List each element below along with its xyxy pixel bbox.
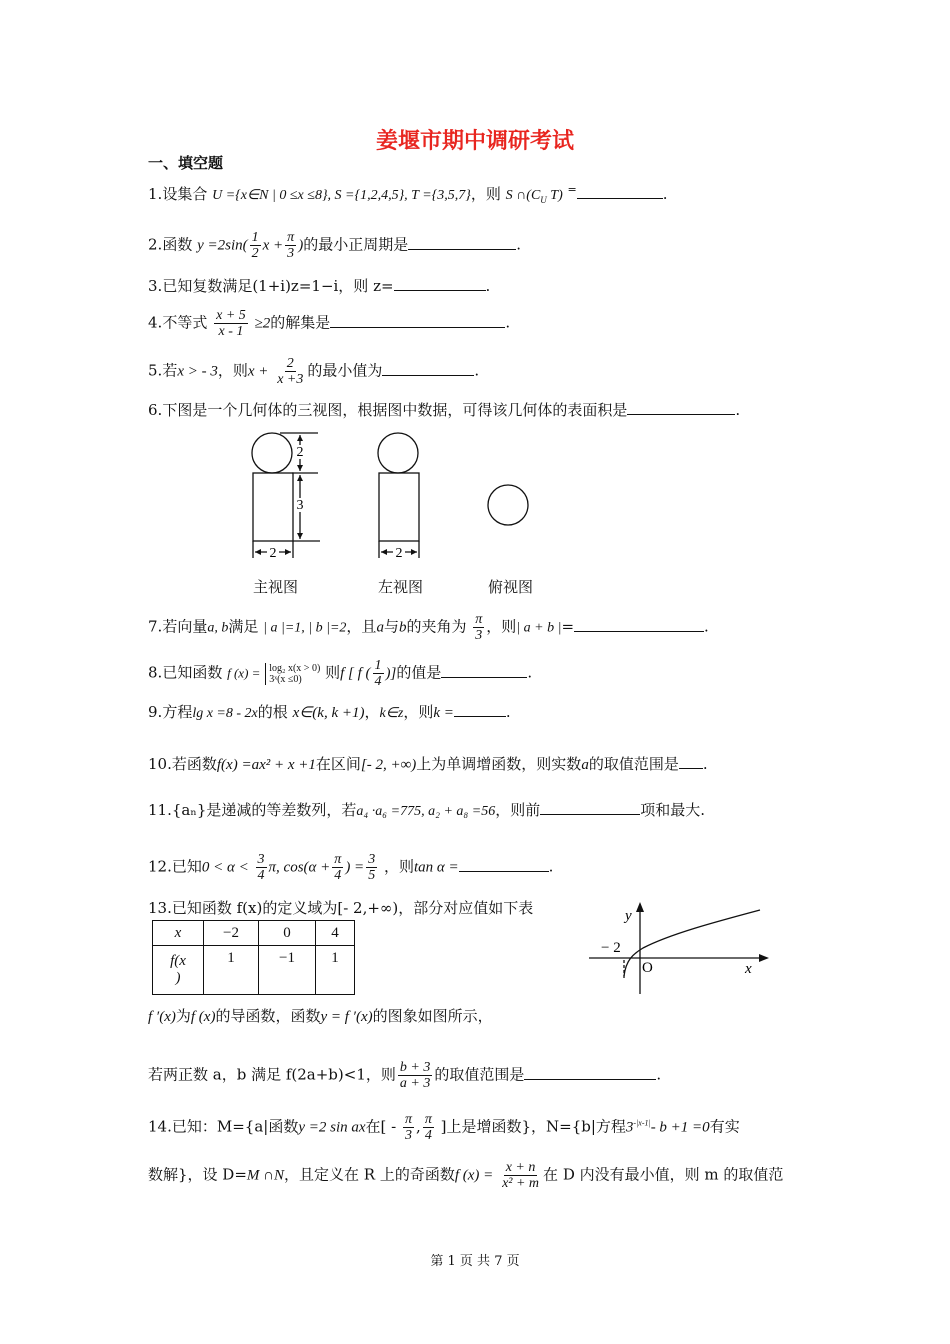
side-view-cylinder xyxy=(379,473,419,541)
table-cell: f(x ) xyxy=(153,946,204,995)
answer-blank[interactable] xyxy=(627,400,735,415)
question-4: 4.不等式 $\frac{x + 5}{x - 1}$ ≥2的解集是 . xyxy=(148,308,511,339)
question-3: 3.已知复数满足(1+i)z=1−i，则 z= . xyxy=(148,277,491,295)
origin-label: O xyxy=(642,960,653,976)
table-cell: 1 xyxy=(316,946,355,995)
dim-label: 3 xyxy=(296,498,304,513)
question-13-line2: f ′(x)为f (x)的导函数，函数y = f ′(x)的图象如图所示， xyxy=(148,1007,493,1025)
question-14-line2: 数解}，设 D=M ∩N，且定义在 R 上的奇函数f (x) = $\frac{x + n}{\text{x² + m}}$ 在 D 内没有最小值，则 m 的取值范 xyxy=(148,1160,784,1191)
value-table xyxy=(152,920,355,995)
answer-blank[interactable] xyxy=(574,617,704,632)
front-view-cylinder xyxy=(253,473,293,541)
section-heading: 一、填空题 xyxy=(148,154,224,172)
answer-blank[interactable] xyxy=(540,800,640,815)
question-8: 8.已知函数 f (x) = log₂ x(x > 0) 3ˣ(x ≤0) 则f [ f ( $\frac{1}{4}$ )]的值是 . xyxy=(148,658,533,689)
answer-blank[interactable] xyxy=(459,857,549,872)
answer-blank[interactable] xyxy=(394,276,486,291)
question-14: 14.已知：M={a|函数y =2 sin ax在[ - $\frac{\pi}{3}$ , $\frac{\pi}{4}$ ]上是增函数}，N={b|方程$3^{-|x-1|}-$ b +1 =0有实 xyxy=(148,1112,740,1143)
answer-blank[interactable] xyxy=(454,702,506,717)
question-12: 12.已知0 < α < $\frac{3}{4}$ π, cos(α + $\frac{\pi}{4}$ ) = $\frac{3}{5}$ ，则tan α = . xyxy=(148,852,554,883)
dim-label: 2 xyxy=(269,546,277,561)
top-view-circle xyxy=(488,485,528,525)
question-13-line3: 若两正数 a，b 满足 f(2a+b)<1，则 $\frac{b + 3}{a + 3}$ 的取值范围是 . xyxy=(148,1060,662,1091)
question-11: 11.{aₙ}是递减的等差数列，若a₄ ·a₆ =775, a₂ + a₈ =56，则前 项和最大. xyxy=(148,801,705,819)
dim-label: 2 xyxy=(296,445,304,460)
answer-blank[interactable] xyxy=(524,1065,656,1080)
top-view-caption: 俯视图 xyxy=(488,578,534,596)
table-cell: −2 xyxy=(204,921,259,946)
answer-blank[interactable] xyxy=(441,663,527,678)
tick-label: − 2 xyxy=(601,940,621,956)
axis-label-x: x xyxy=(745,961,752,977)
answer-blank[interactable] xyxy=(330,313,505,328)
question-6: 6.下图是一个几何体的三视图，根据图中数据，可得该几何体的表面积是 . xyxy=(148,401,741,419)
question-10: 10.若函数f(x) =ax² + x +1在区间[- 2, +∞)上为单调增函数，则实数a的取值范围是 . xyxy=(148,755,708,773)
derivative-graph xyxy=(585,898,775,998)
page-footer: 第 1 页 共 7 页 xyxy=(430,1254,520,1269)
question-9: 9.方程lg x =8 - 2x的根 x∈(k, k +1)，k∈z，则k = . xyxy=(148,703,511,721)
axis-label-y: y xyxy=(625,908,632,924)
question-7: 7.若向量a, b满足 | a |=1, | b |=2，且a与b的夹角为 $\frac{\pi}{3}$ ，则| a + b |= . xyxy=(148,612,709,643)
answer-blank[interactable] xyxy=(577,184,663,199)
answer-blank[interactable] xyxy=(679,754,703,769)
front-view-sphere xyxy=(252,433,292,473)
side-view-caption: 左视图 xyxy=(378,578,424,596)
front-view-caption: 主视图 xyxy=(253,578,299,596)
table-cell: 4 xyxy=(316,921,355,946)
answer-blank[interactable] xyxy=(382,361,474,376)
three-view-diagram xyxy=(240,428,560,573)
question-5: 5.若x > - 3，则x + $\frac{2}{x +3}$ 的最小值为 . xyxy=(148,356,480,387)
table-cell: 1 xyxy=(204,946,259,995)
dim-label: 2 xyxy=(395,546,403,561)
side-view-sphere xyxy=(378,433,418,473)
question-1: 1.设集合 U ={x∈N | 0 ≤x ≤8}, S ={1,2,4,5}, T ={3,5,7}，则 S $\cap(C_U$ T) = . xyxy=(148,183,668,205)
answer-blank[interactable] xyxy=(408,235,516,250)
table-cell: −1 xyxy=(259,946,316,995)
table-cell: x xyxy=(153,921,204,946)
question-2: 2.函数 y =2sin( $\frac{1}{2}$ x + $\frac{\pi}{3}$ )的最小正周期是 . xyxy=(148,230,521,261)
page-title: 姜堰市期中调研考试 xyxy=(375,129,574,154)
question-13: 13.已知函数 f(x)的定义域为[- 2,+∞)，部分对应值如下表 xyxy=(148,899,534,917)
table-cell: 0 xyxy=(259,921,316,946)
